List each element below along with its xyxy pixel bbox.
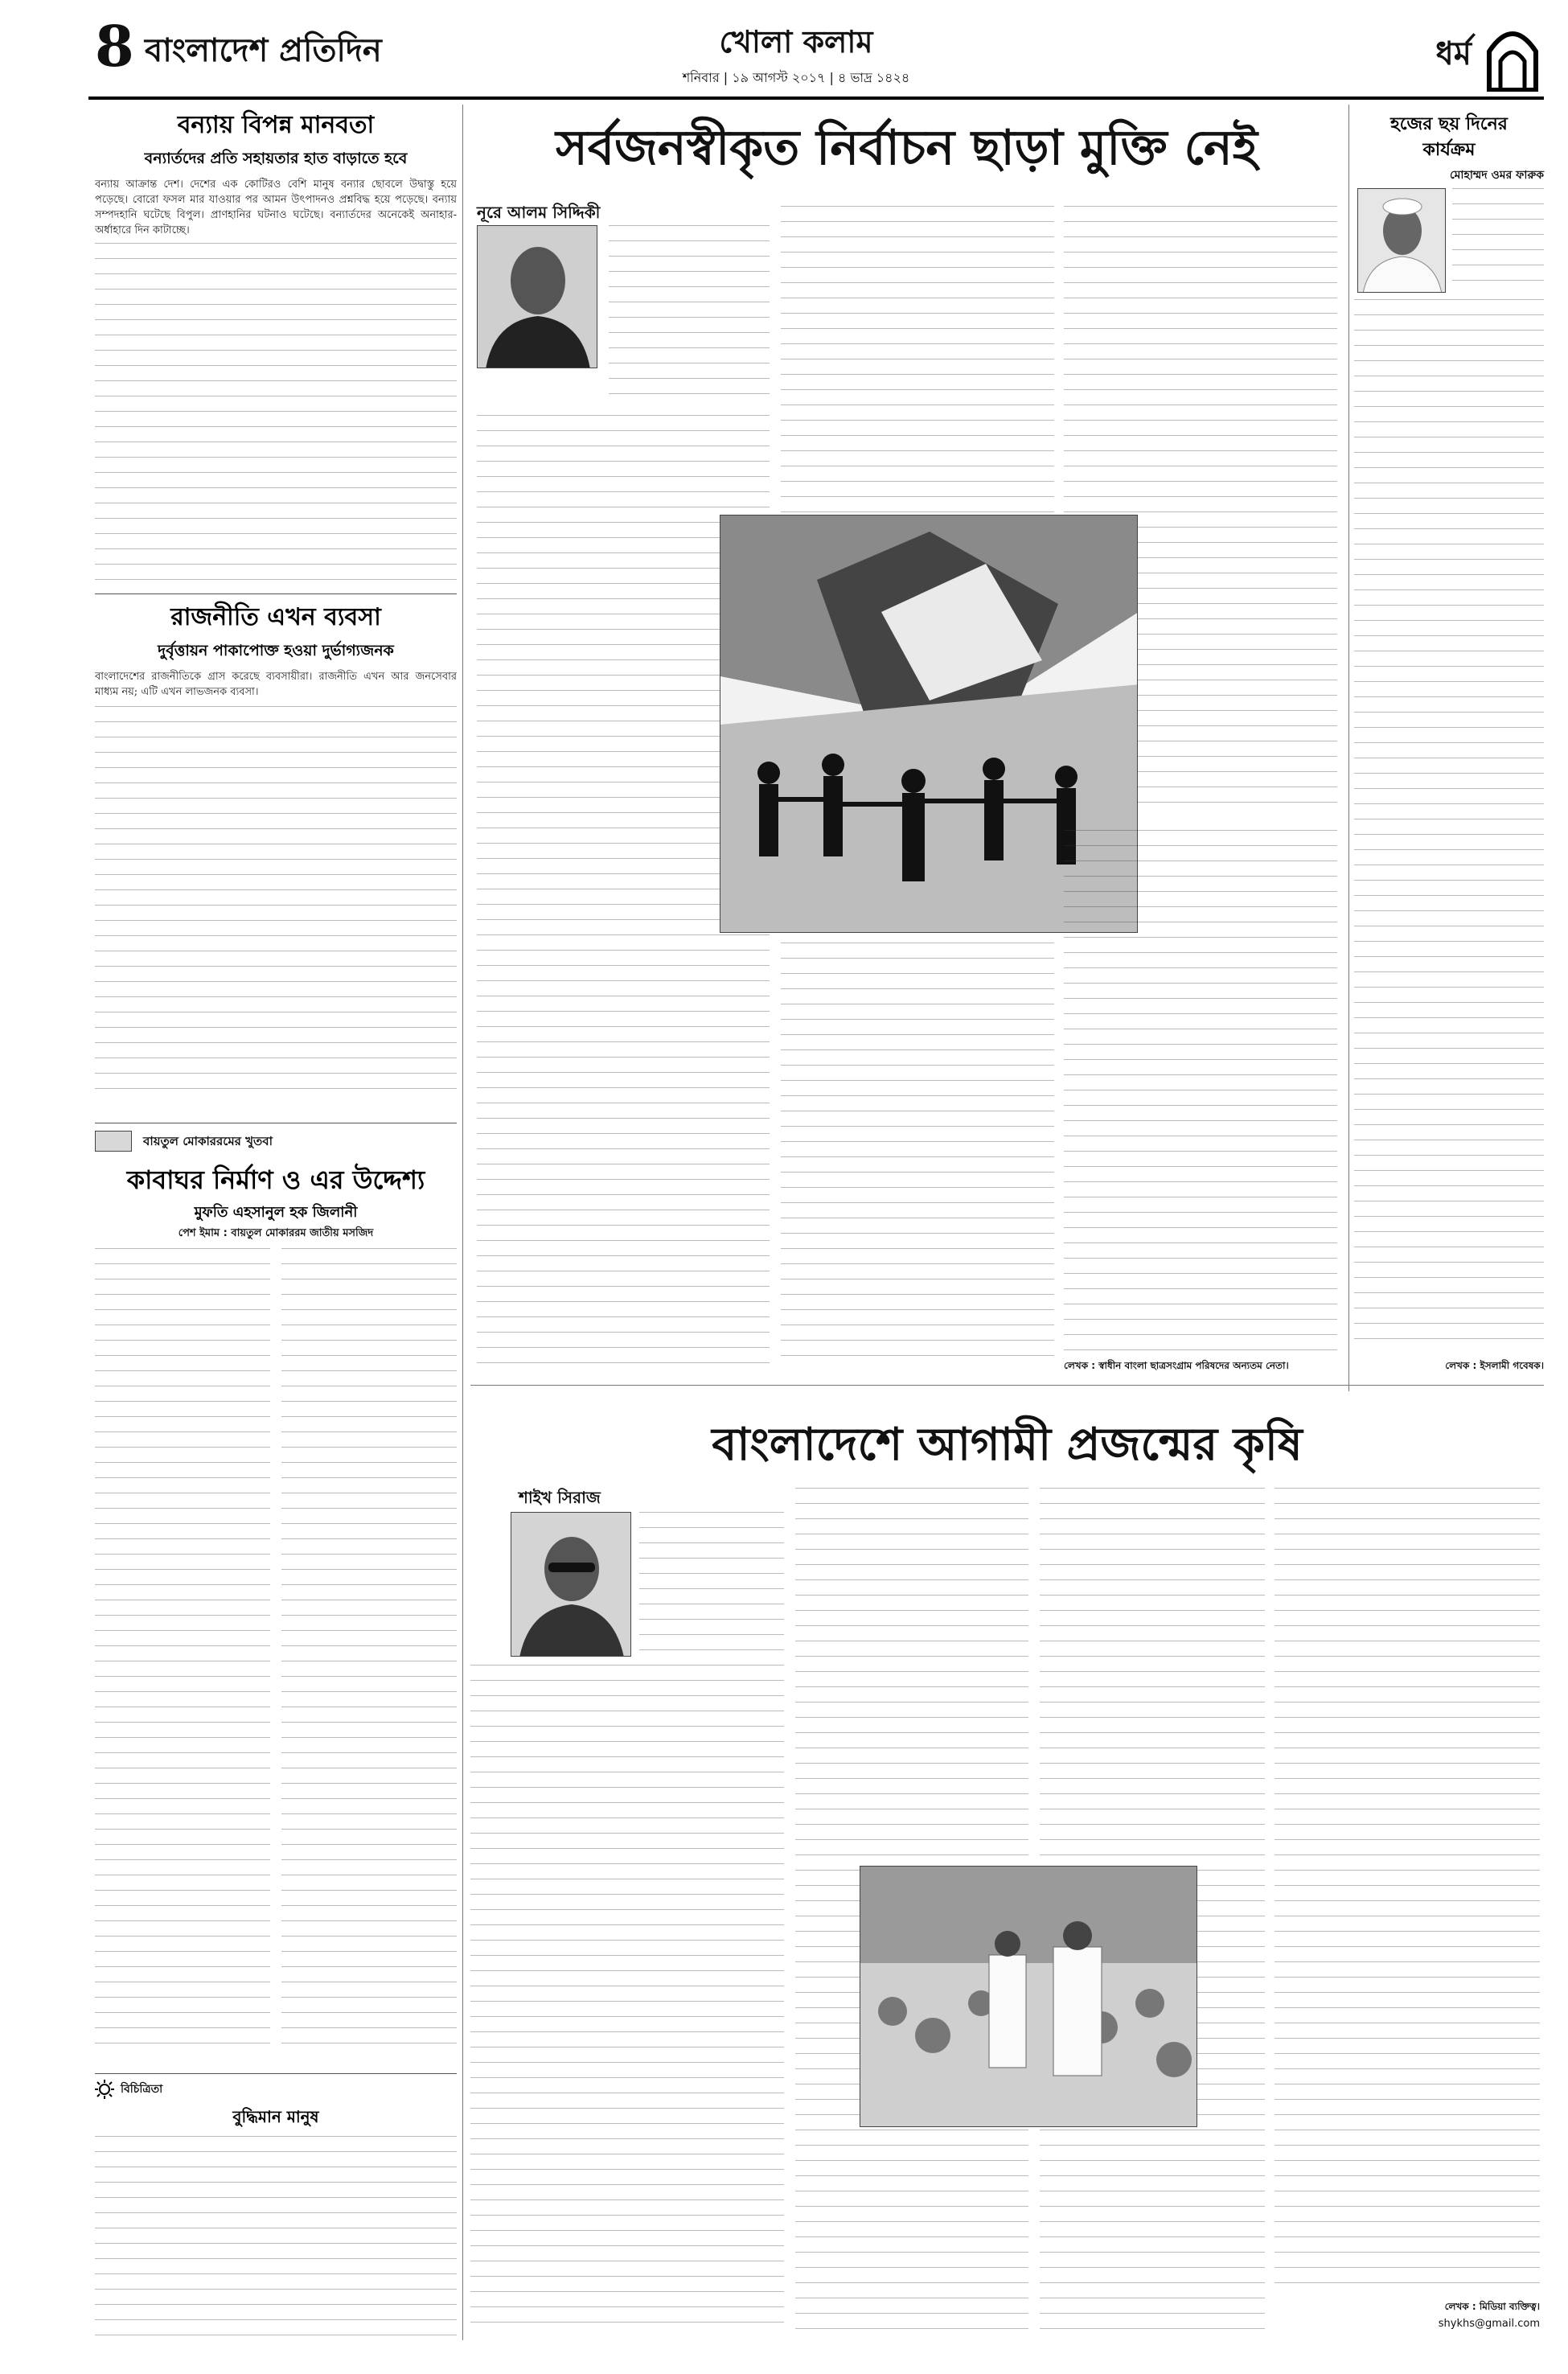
khutba-bar [95,1129,457,1153]
religion-column [1354,106,1544,1381]
section-right: ধর্ম [1435,35,1472,72]
politics-body-continued [95,706,457,1092]
kaaba-rule [95,2073,457,2074]
section-title: খোলা কলাম [719,24,873,60]
kaaba-title: কাবাঘর নির্মাণ ও এর উদ্দেশ্য [126,1164,425,1195]
masthead-rule [88,97,1544,100]
page-number: 8 [95,13,134,80]
lead-bottom-rule [470,1385,1544,1386]
politics-body: বাংলাদেশের রাজনীতিকে গ্রাস করেছে ব্যবসায়ীরা। রাজনীতি এখন আর জনসেবার মাধ্যম নয়; এটি এখন লাভজনক ব্যবসা। [95,671,457,698]
sun-icon [95,2080,114,2099]
religion-author: মোহাম্মদ ওমর ফারুক [1449,169,1544,182]
religion-author-note: লেখক : ইসলামী গবেষক। [1445,1360,1544,1371]
agri-article [470,1391,1544,2340]
right-column-rule [1348,105,1349,1391]
person-smiling-icon [511,1513,631,1657]
left-column-rule [462,105,463,2340]
lead-col3-lower [1064,830,1337,1353]
lead-headline: সর্বজনস্বীকৃত নির্বাচন ছাড়া মুক্তি নেই [556,120,1258,176]
lead-article [470,106,1343,1381]
person-portrait-icon [1358,189,1446,293]
dateline: শনিবার | ১৯ আগস্ট ২০১৭ | ৪ ভাদ্র ১৪২৪ [682,70,910,85]
agri-author-note: লেখক : মিডিয়া ব্যক্তিত্ব। [1444,2301,1540,2312]
lead-author-photo [477,225,597,368]
lead-author: নূরে আলম সিদ্দিকী [477,203,601,222]
cartoon-title: বুদ্ধিমান মানুষ [232,2107,319,2126]
religion-author-photo [1357,188,1446,293]
agri-author: শাইখ সিরাজ [519,1488,601,1507]
flood-editorial [95,106,457,589]
agri-col4 [1275,1488,1540,2292]
lead-author-note: লেখক : স্বাধীন বাংলা ছাত্রসংগ্রাম পরিষদের অন্যতম নেতা। [1064,1360,1289,1371]
mosque-thumb [95,1131,132,1152]
masthead [0,0,1568,98]
religion-body-top [1452,188,1544,293]
politics-editorial [95,598,457,1113]
agri-col1-top [639,1512,784,1657]
religion-title-line2: কার্যক্রম [1422,140,1476,160]
flood-subtitle: বন্যার্তদের প্রতি সহায়তার হাত বাড়াতে হবে [144,150,408,167]
kaaba-article [95,1158,457,2067]
mosque-icon [1484,19,1541,92]
person-silhouette-icon [478,226,597,368]
kaaba-body-col2 [281,1248,457,2052]
politics-subtitle: দুর্বৃত্তায়ন পাকাপোক্ত হওয়া দুর্ভাগ্যজনক [158,642,394,659]
cartoon-body [95,2136,457,2337]
lead-col1-top [609,225,770,409]
cartoon-label: বিচিত্রিতা [121,2083,163,2096]
religion-title-line1: হজের ছয় দিনের [1390,114,1508,134]
religion-body [1354,299,1544,1353]
kaaba-role: পেশ ইমাম : বায়তুল মোকাররম জাতীয় মসজিদ [178,1227,374,1239]
flood-title: বন্যায় বিপন্ন মানবতা [177,111,375,139]
kaaba-body-col1 [95,1248,270,2052]
agri-author-photo [511,1512,631,1657]
farmers-field-photo-icon [860,1867,1197,2127]
flood-body: বন্যায় আক্রান্ত দেশ। দেশের এক কোটিরও বেশি মানুষ বন্যার ছোবলে উদ্বাস্তু হয়ে পড়েছে। বোরো ফসল মার যাওয়ার পর আমন উৎপাদনও প্রশ্নবিদ্ধ হয়ে পড়েছে। বন্যায় সম্পদহানি ঘটেছে বিপুল। প্রাণহানির ঘটনাও ঘটেছে। বন্যার্তদের অনেকেই অনাহার-অর্ধাহারে দিন কাটাচ্ছে। [95,179,457,236]
agri-email[interactable]: shykhs@gmail.com [1438,2318,1540,2330]
agri-photo [860,1866,1197,2127]
kaaba-author: মুফতি এহসানুল হক জিলানী [194,1204,358,1221]
agri-col1 [470,1665,784,2332]
paper-name: বাংলাদেশ প্রতিদিন [145,32,382,69]
flood-body-continued [95,243,457,581]
politics-title: রাজনীতি এখন ব্যবসা [170,603,381,631]
lead-col2-lower [781,943,1054,1369]
agri-headline: বাংলাদেশে আগামী প্রজন্মের কৃষি [712,1418,1303,1471]
khutba-note: বায়তুল মোকাররমের খুতবা [143,1134,273,1148]
cartoon-section [95,2078,457,2343]
